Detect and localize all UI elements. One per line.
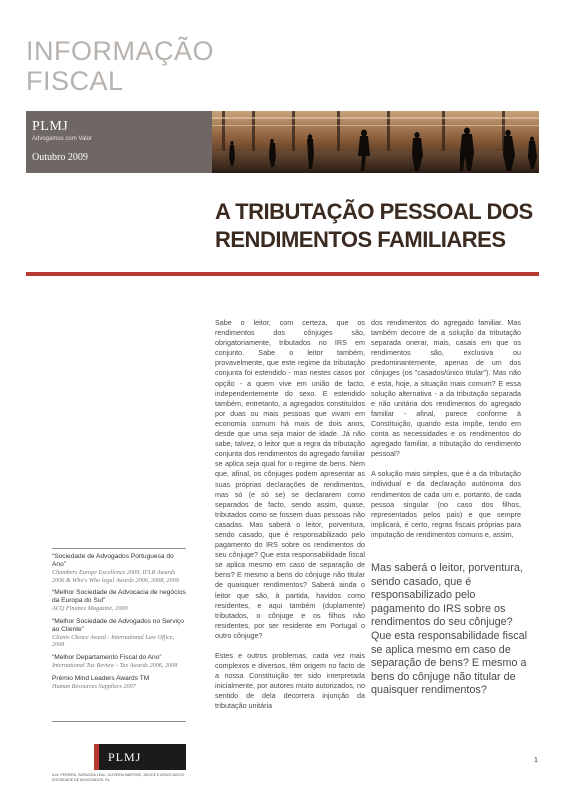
- airport-silhouette-image: [212, 111, 539, 173]
- body-paragraph: A solução mais simples, que é a da tributação individual e da declaração autónoma dos rendimentos de cada um e, portanto, de cada pessoa singular (no caso dos filhos, representados pelos pais) e que sempre implicará, é certo, regras fiscais próprias para imputação de rendimentos comuns e, assim,: [371, 469, 521, 539]
- firm-name-line-2: SOCIEDADE DE ADVOGADOS, RL: [52, 777, 110, 782]
- headline-divider: [26, 272, 539, 276]
- award-title: Prémio Mind Leaders Awards TM: [52, 674, 150, 682]
- award-source: Clients Choice Award - International Law Office, 2008: [52, 633, 175, 649]
- body-column-2: [371, 318, 521, 550]
- awards-divider: [52, 721, 186, 722]
- brand-tagline: Advogamos com Valor: [32, 136, 92, 142]
- award-item: [52, 654, 186, 670]
- award-source: Chambers Europe Excellence 2009, IFLR Awards 2006 & Who's Who legal Awards 2006, 2008, 2009: [52, 569, 179, 584]
- pull-quote: Mas saberá o leitor, porventura, sendo casado, que é responsabilizado pelo pagamento do IRS sobre os rendimentos do seu cônjuge? Que esta responsabilidade fiscal se aplica mesmo em caso de separação de bens? E mesmo a bens do cônjuge não titular de quaisquer rendimentos?: [371, 562, 528, 697]
- award-item: [52, 589, 186, 613]
- header-band: [26, 111, 539, 173]
- headline-line-1: A TRIBUTAÇÃO PESSOAL DOS: [215, 199, 533, 224]
- award-title: “Melhor Sociedade de Advogados no Serviço ao Cliente”: [52, 617, 184, 633]
- logo-white-block: [52, 744, 94, 770]
- award-source: Human Resources Suppliers 2007: [52, 682, 136, 690]
- award-item: [52, 553, 186, 584]
- logo-text: PLMJ: [108, 750, 142, 764]
- firm-name: [52, 773, 212, 782]
- award-source: ACQ Finance Magazine, 2009: [52, 605, 128, 613]
- footer-logo: [52, 744, 186, 770]
- body-column-1: [215, 318, 365, 722]
- masthead-line-1: INFORMAÇÃO: [26, 36, 215, 66]
- body-paragraph: Estes e outros problemas, cada vez mais complexos e diversos, têm origem no facto de a nossa Constituição ter sido interpretada inicialmente, por autores muito autorizados, no sentido de dela decorrera injunção da tributação unitária: [215, 651, 365, 711]
- article-headline: [215, 198, 545, 254]
- issue-date: Outubro 2009: [32, 152, 88, 163]
- award-item: [52, 618, 186, 649]
- body-paragraph: dos rendimentos do agregado familiar. Mas também decorre de a solução da tributação separada onerar, mais, casais em que os rendimentos são, exclusiva ou predominantemente, apenas de um dos cônjuges (os "casados/único titular"). Mas não é esta, hoje, a situação mais comum? E essa solução alternativa - a da tributação separada e não unitária dos rendimentos do agregado familiar - afinal, parece conforme à Constituição, quando esta impõe, tendo em conta as necessidades e os rendimentos do agregado familiar, a tributação do rendimento pessoal?: [371, 318, 521, 459]
- masthead-title: [26, 36, 286, 96]
- award-item: [52, 675, 186, 691]
- award-title: “Melhor Departamento Fiscal do Ano”: [52, 653, 162, 661]
- award-title: “Melhor Sociedade de Advocacia de negócios da Europa do Sul”: [52, 589, 186, 605]
- masthead-line-2: FISCAL: [26, 66, 124, 96]
- awards-list: [52, 548, 186, 695]
- firm-name-line-1: A.M. PEREIRA, SÁRAGGA LEAL, OLIVEIRA MARTINS, JÚDICE E ASSOCIADOS: [52, 773, 184, 777]
- page-number: 1: [534, 757, 538, 764]
- header-photo: [212, 111, 539, 173]
- logo-red-stripe: [94, 744, 99, 770]
- award-title: “Sociedade de Advogados Portuguesa do Ano”: [52, 553, 174, 568]
- brand-name: PLMJ: [32, 119, 69, 134]
- brand-panel: [26, 111, 212, 173]
- award-source: International Tax Review - Tax Awards 2006, 2008: [52, 661, 178, 669]
- headline-line-2: RENDIMENTOS FAMILIARES: [215, 227, 506, 252]
- body-paragraph: Sabe o leitor, com certeza, que os rendimentos dos cônjuges são, obrigatoriamente, tributados no IRS em conjunto. Sabe o leitor também, provavelmente, que este regime da tributação conjunta foi estendido - mas nestes casos por opção - a quem vive em união de facto, independentemente do sexo. E estendido também, entretanto, a agregados constituídos por duas ou mais pessoas que vivam em economia comum há mais de dois anos, desde que uma seja maior de idade. Já não sabe, talvez, o leitor que a regra da tributação conjunta dos rendimentos do agregado familiar se aplica seja qual for o regime de bens. Nem que, afinal, os cônjuges podem apresentar as suas próprias declarações de rendimentos, mas só (e só se) se declararem como separados de facto, sendo assim, quase, tributados como se fossem duas pessoas não casadas. Mas saberá o leitor, porventura, sendo casado, que é responsabilizado pelo pagamento do IRS sobre os rendimentos do seu cônjuge? Que esta responsabilidade fiscal se aplica mesmo em caso de separação de bens? E mesmo a bens do cônjuge não titular de quaisquer rendimentos? Saberá ainda o leitor que são, à partida, havidos como residentes, e aqui também (duplamente) tributados, o cônjuge e os filhos não residentes, por ser residente em Portugal o outro cônjuge?: [215, 318, 365, 640]
